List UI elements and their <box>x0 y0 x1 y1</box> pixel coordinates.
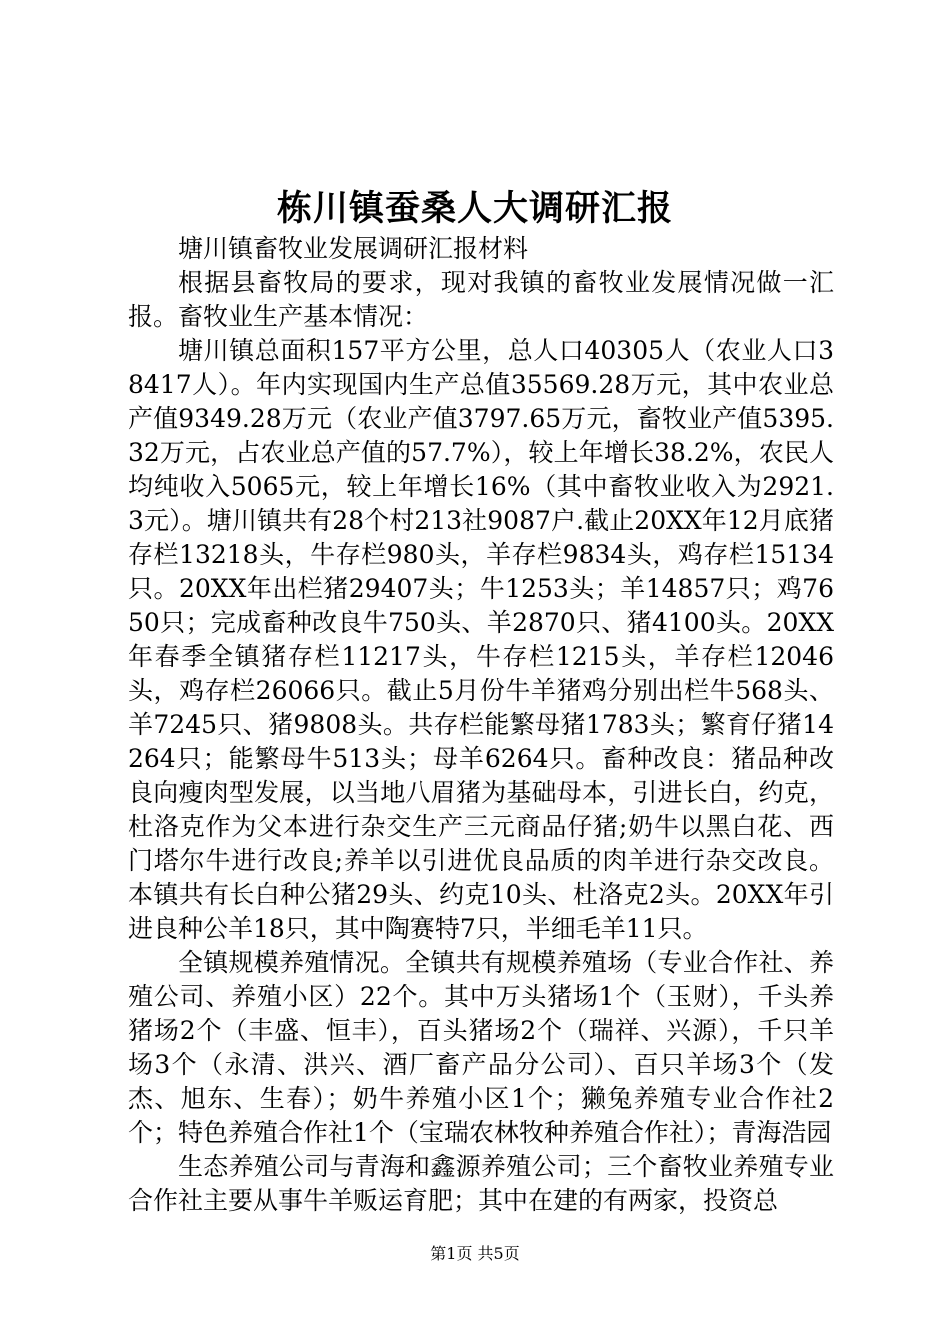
document-body <box>128 232 834 1218</box>
paragraph-basic-situation: 塘川镇总面积157平方公里，总人口40305人（农业人口38417人）。年内实现国内生产总值35569.28万元，其中农业总产值9349.28万元（农业产值3797.65万元，畜牧业产值5395.32万元，占农业总产值的57.7%），较上年增长38.2%，农民人均纯收入5065元，较上年增长16%（其中畜牧业收入为2921.3元）。塘川镇共有28个村213社9087户.截止20XX年12月底猪存栏13218头，牛存栏980头，羊存栏9834头，鸡存栏15134只。20XX年出栏猪29407头；牛1253头；羊14857只；鸡7650只；完成畜种改良牛750头、羊2870只、猪4100头。20XX年春季全镇猪存栏11217头，牛存栏1215头，羊存栏12046头，鸡存栏26066只。截止5月份牛羊猪鸡分别出栏牛568头、羊7245只、猪9808头。共存栏能繁母猪1783头；繁育仔猪14264只；能繁母牛513头；母羊6264只。畜种改良：猪品种改良向瘦肉型发展，以当地八眉猪为基础母本，引进长白，约克，杜洛克作为父本进行杂交生产三元商品仔猪;奶牛以黑白花、西门塔尔牛进行改良;养羊以引进优良品质的肉羊进行杂交改良。本镇共有长白种公猪29头、约克10头、杜洛克2头。20XX年引进良种公羊18只，其中陶赛特7只，半细毛羊11只。 <box>128 336 834 943</box>
paragraph-intro: 根据县畜牧局的要求，现对我镇的畜牧业发展情况做一汇报。畜牧业生产基本情况： <box>128 268 834 331</box>
paragraph-subtitle: 塘川镇畜牧业发展调研汇报材料 <box>178 234 529 263</box>
document-title: 栋川镇蚕桑人大调研汇报 <box>276 188 673 229</box>
page-number-footer: 第1页 共5页 <box>430 1244 520 1263</box>
paragraph-companies: 生态养殖公司与青海和鑫源养殖公司；三个畜牧业养殖专业合作社主要从事牛羊贩运育肥；其中在建的有两家，投资总 <box>128 1152 834 1215</box>
paragraph-scale-farming: 全镇规模养殖情况。全镇共有规模养殖场（专业合作社、养殖公司、养殖小区）22个。其中万头猪场1个（玉财），千头养猪场2个（丰盛、恒丰），百头猪场2个（瑞祥、兴源），千只羊场3个（永清、洪兴、酒厂畜产品分公司）、百只羊场3个（发杰、旭东、生春）；奶牛养殖小区1个；獭兔养殖专业合作社2个；特色养殖合作社1个（宝瑞农林牧种养殖合作社）；青海浩园 <box>128 948 834 1147</box>
